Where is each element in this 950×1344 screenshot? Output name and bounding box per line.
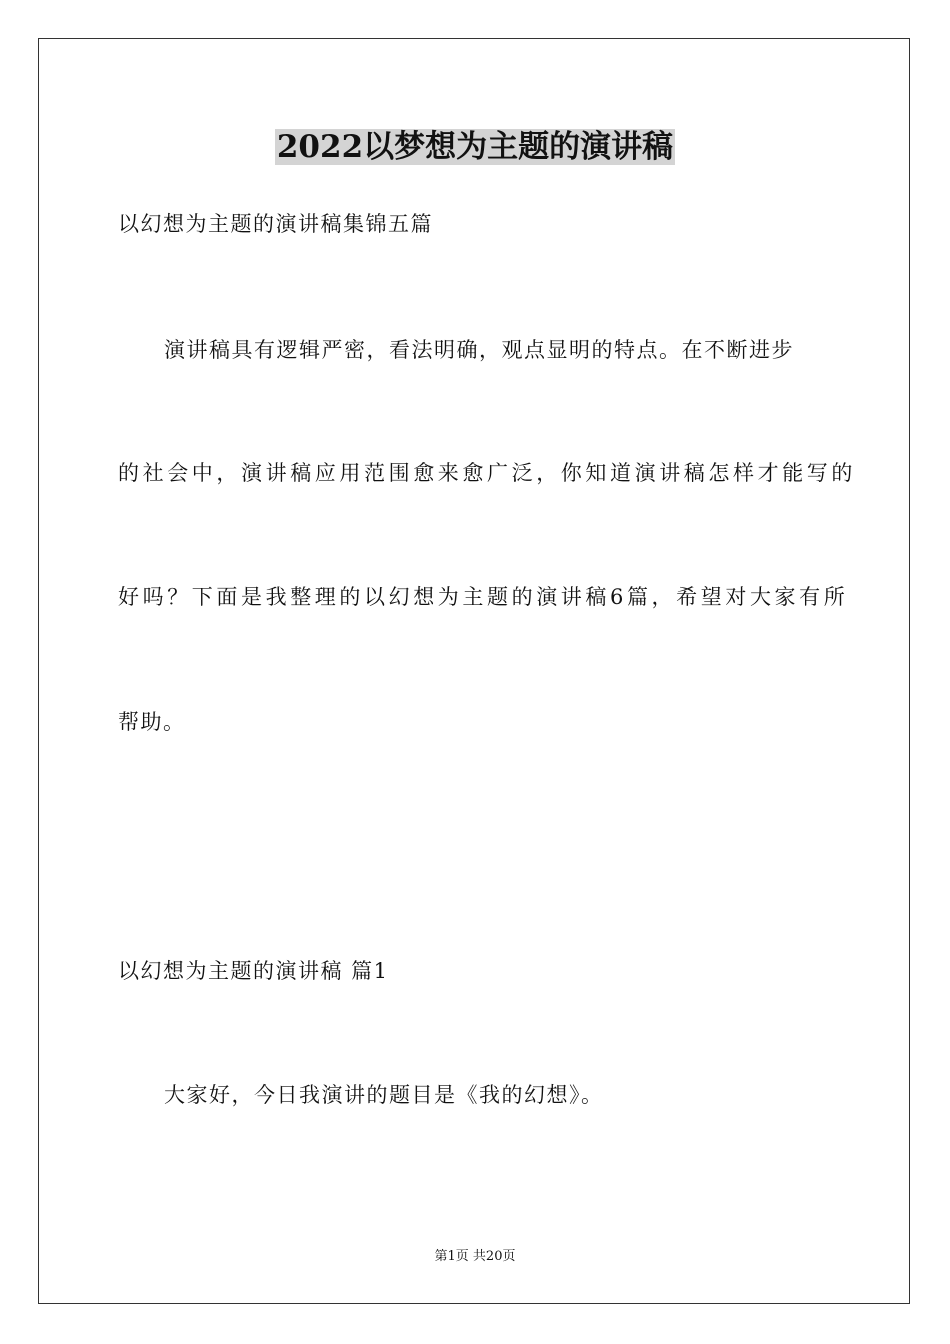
document-subtitle: 以幻想为主题的演讲稿集锦五篇 [118,212,433,236]
document-title [0,125,950,169]
section-heading: 以幻想为主题的演讲稿 篇1 [118,959,389,983]
intro-line-2: 的社会中，演讲稿应用范围愈来愈广泛，你知道演讲稿怎样才能写的 [118,461,856,485]
section-first-line: 大家好，今日我演讲的题目是《我的幻想》。 [164,1083,604,1107]
intro-line-1: 演讲稿具有逻辑严密，看法明确，观点显明的特点。在不断进步 [164,338,794,362]
intro-line-3: 好吗？下面是我整理的以幻想为主题的演讲稿6篇，希望对大家有所 [118,585,849,609]
document-title-text: 2022以梦想为主题的演讲稿 [276,129,674,165]
intro-line-4: 帮助。 [118,710,186,734]
page-footer: 第1页 共20页 [434,1249,516,1264]
